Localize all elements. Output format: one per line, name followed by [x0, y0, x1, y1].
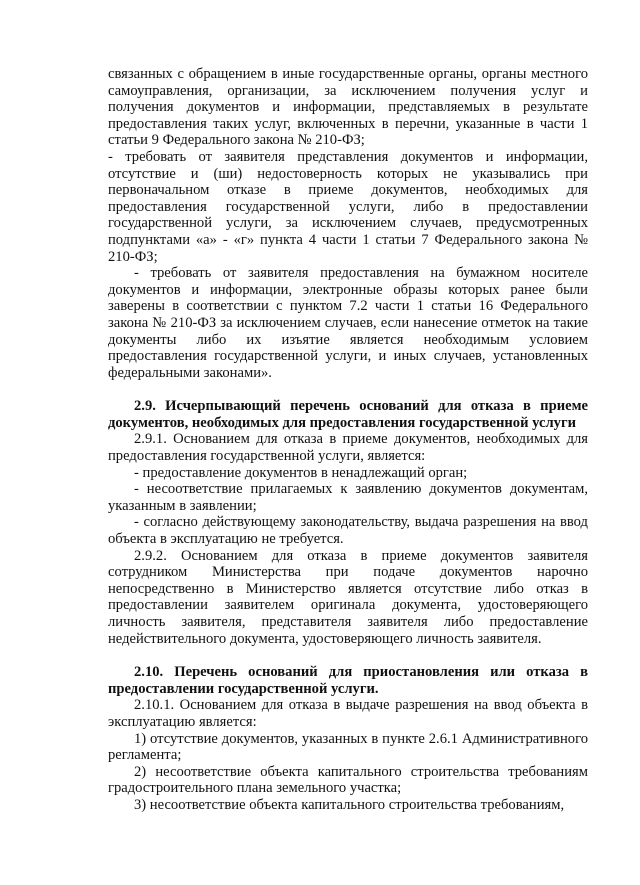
paragraph: 2) несоответствие объекта капитального строительства требованиям градостроительного плана земельного участка; — [108, 763, 588, 797]
paragraph-gap — [108, 647, 588, 664]
paragraph: - согласно действующему законодательству, выдача разрешения на ввод объекта в эксплуатацию не требуется. — [108, 514, 588, 548]
paragraph: 1) отсутствие документов, указанных в пункте 2.6.1 Административного регламента; — [108, 730, 588, 764]
paragraph-gap — [108, 381, 588, 398]
paragraph: - требовать от заявителя представления документов и информации, отсутствие и (ши) недостоверность которых не указывались при первоначальном отказе в приеме документов, необходимых для предоставления государственной услуги, либо в предоставлении государственной услуги, за исключением случаев, предусмотренных подпунктами «а» - «г» пункта 4 части 1 статьи 7 Федерального закона № 210-ФЗ; — [108, 148, 588, 265]
paragraph: - требовать от заявителя предоставления на бумажном носителе документов и информации, электронные образы которых ранее были заверены в соответствии с пунктом 7.2 части 1 статьи 16 Федерального закона № 210-ФЗ за исключением случаев, если нанесение отметок на такие документы либо их изъятие является необходимым условием предоставления государственной услуги, и иных случаев, установленных федеральными законами». — [108, 265, 588, 381]
paragraph: связанных с обращением в иные государственные органы, органы местного самоуправления, организации, за исключением получения услуг и получения документов и информации, представляемых в результате предоставления таких услуг, включенных в перечни, указанные в части 1 статьи 9 Федерального закона № 210-ФЗ; — [108, 66, 588, 149]
section-heading: 2.9. Исчерпывающий перечень оснований для отказа в приеме документов, необходимых для предоставления государственной услуги — [108, 398, 588, 431]
paragraph: - предоставление документов в ненадлежащий орган; — [134, 464, 468, 481]
paragraph: 2.9.2. Основанием для отказа в приеме документов заявителя сотрудником Министерства при подаче документов нарочно непосредственно в Министерство является отсутствие либо отказ в предоставлении заявителем оригинала документа, удостоверяющего личность заявителя, представителя заявителя либо предоставление недействительного документа, удостоверяющего личность заявителя. — [108, 547, 588, 647]
paragraph: 3) несоответствие объекта капитального строительства требованиям, — [134, 796, 565, 813]
paragraph: 2.10.1. Основанием для отказа в выдаче разрешения на ввод объекта в эксплуатацию является: — [108, 697, 588, 730]
paragraph: 2.9.1. Основанием для отказа в приеме документов, необходимых для предоставления государственной услуги, является: — [108, 431, 588, 465]
document-page — [108, 66, 588, 814]
paragraph: - несоответствие прилагаемых к заявлению документов документам, указанным в заявлении; — [108, 481, 588, 514]
section-heading: 2.10. Перечень оснований для приостановления или отказа в предоставлении государственной услуги. — [108, 664, 588, 697]
